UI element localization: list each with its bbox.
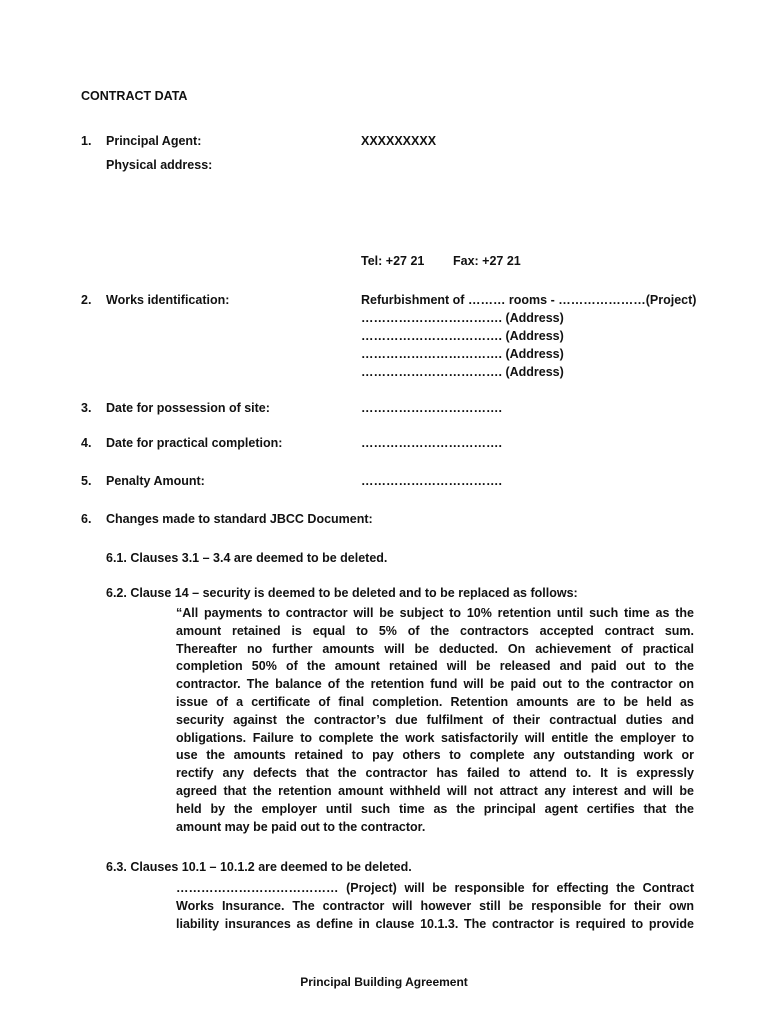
paragraph-line: “All payments to contractor will be subject to 10% retention until such time as the (176, 606, 694, 620)
principal-agent-label: Principal Agent: (106, 134, 202, 148)
paragraph-line: contractor. The balance of the retention fund will be paid out to the contractor on (176, 677, 694, 692)
possession-date-label: Date for possession of site: (106, 401, 270, 415)
tel-value: Tel: +27 21 (361, 254, 425, 268)
physical-address-label: Physical address: (106, 158, 213, 172)
penalty-amount-label: Penalty Amount: (106, 474, 205, 488)
completion-date-label: Date for practical completion: (106, 436, 283, 450)
completion-date-value: ……………………………. (361, 436, 502, 450)
item-3-number: 3. (81, 401, 92, 415)
works-identification-line: Refurbishment of ……… rooms - …………………(Project) (361, 293, 697, 307)
address-line: ……………………………. (Address) (361, 311, 564, 325)
clause-6-3: 6.3. Clauses 10.1 – 10.1.2 are deemed to be deleted. (106, 860, 412, 874)
paragraph-line: Thereafter no further amounts will be deducted. On achievement of practical (176, 641, 694, 656)
changes-heading: Changes made to standard JBCC Document: (106, 512, 373, 526)
paragraph-line: held by the employer until such time as the principal agent certifies that the (176, 801, 694, 816)
item-5-number: 5. (81, 474, 92, 488)
paragraph-line: rectify any defects that the contractor has failed to attend to. It is expressly (176, 766, 694, 781)
clause-6-2-paragraph (176, 605, 694, 836)
item-6-number: 6. (81, 512, 92, 526)
clause-6-1: 6.1. Clauses 3.1 – 3.4 are deemed to be deleted. (106, 551, 388, 565)
page-footer: Principal Building Agreement (300, 975, 468, 989)
paragraph-line: completion 50% of the amount retained will be released and paid out to the (176, 659, 694, 674)
paragraph-line: security against the contractor’s due fulfilment of their contractual duties and (176, 712, 694, 727)
paragraph-line: use the amounts retained to pay others to complete any outstanding work or (176, 748, 694, 763)
address-line: ……………………………. (Address) (361, 329, 564, 343)
paragraph-line: amount may be paid out to the contractor. (176, 819, 426, 834)
principal-agent-value: XXXXXXXXX (361, 134, 437, 148)
paragraph-line: agreed that the retention amount withheld will not attract any interest and will be (176, 783, 694, 798)
paragraph-line: amount retained is equal to 5% of the contractors accepted contract sum. (176, 623, 694, 638)
address-line: ……………………………. (Address) (361, 347, 564, 361)
paragraph-line: ………………………………… (Project) will be responsible for effecting the Contract (176, 881, 694, 895)
penalty-amount-value: ……………………………. (361, 474, 502, 488)
paragraph-line: liability insurances as define in clause 10.1.3. The contractor is required to provide (176, 916, 694, 931)
fax-value: Fax: +27 21 (453, 254, 521, 268)
item-1-number: 1. (81, 134, 92, 148)
works-identification-label: Works identification: (106, 293, 230, 307)
page-heading: CONTRACT DATA (81, 89, 188, 103)
paragraph-line: obligations. Failure to complete the work satisfactorily will entitle the employer to (176, 730, 694, 745)
clause-6-2: 6.2. Clause 14 – security is deemed to be deleted and to be replaced as follows: (106, 586, 578, 600)
paragraph-line: issue of a certificate of final completion. Retention amounts are to be held as (176, 694, 694, 709)
item-4-number: 4. (81, 436, 92, 450)
paragraph-line: Works Insurance. The contractor will however still be responsible for their own (176, 898, 694, 913)
possession-date-value: ……………………………. (361, 401, 502, 415)
address-line: ……………………………. (Address) (361, 365, 564, 379)
clause-6-3-paragraph (176, 880, 694, 933)
item-2-number: 2. (81, 293, 92, 307)
